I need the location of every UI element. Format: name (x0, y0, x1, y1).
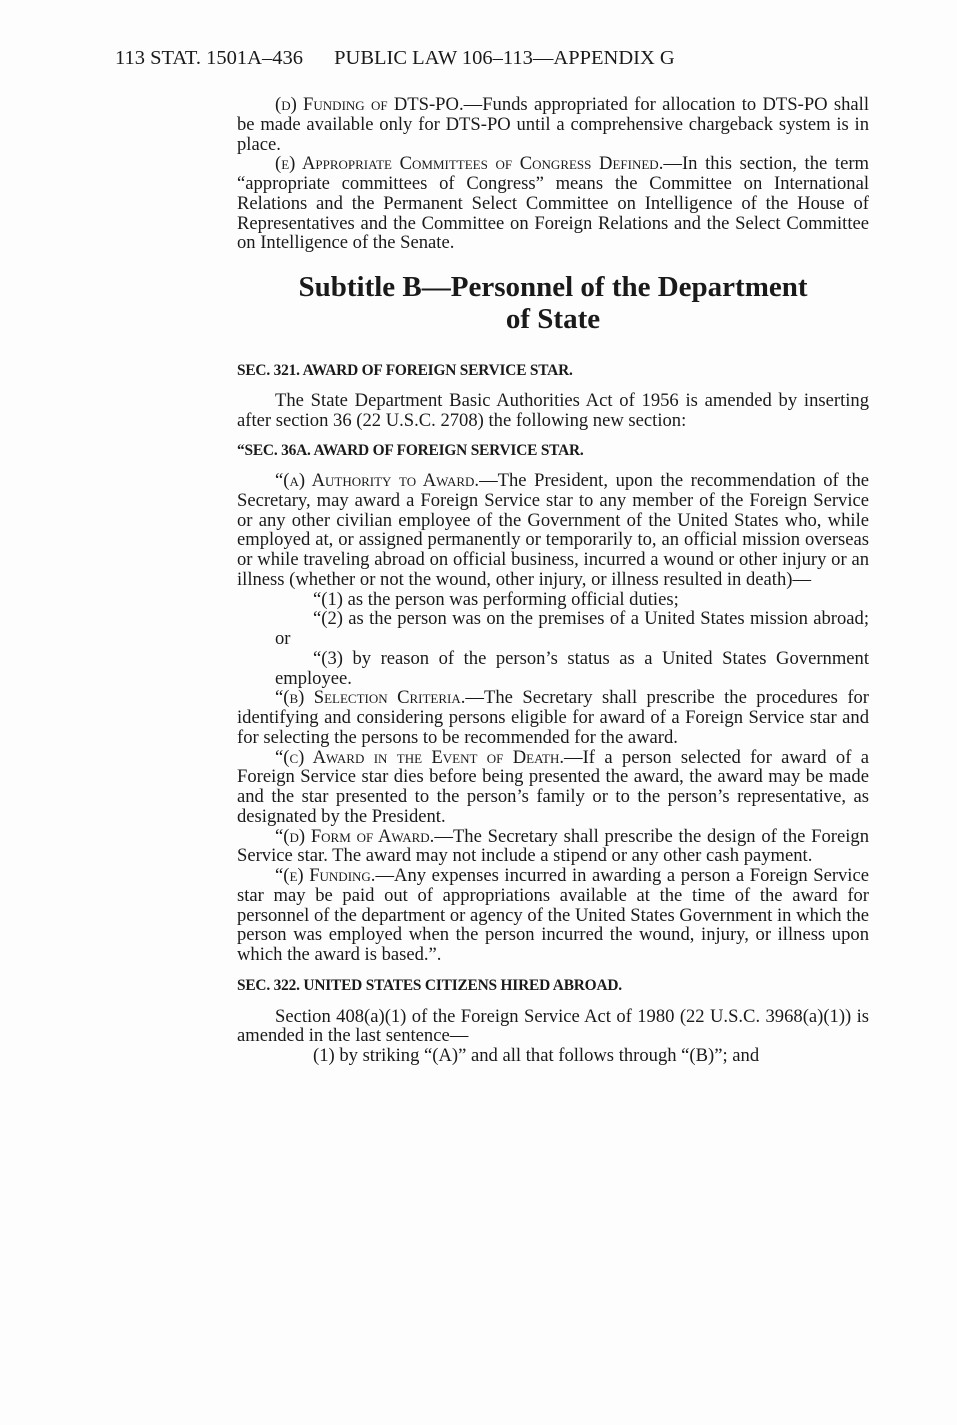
paragraph-text: —The President, upon the recommendation of the Secretary, may award a Foreign Service star to any member of the Foreign Service or any other civilian employee of the Government of the United States who, while employed at, or assigned permanently or temporarily to, an official mission overseas or while traveling abroad on official business, incurred a wound or other injury or an illness (whether or not the wound, other injury, or illness resulted in death)— (237, 470, 870, 590)
subsection-heading: (e) Appropriate Committees of Congress Defined. (275, 153, 664, 175)
paragraph-heading: “(e) Funding. (275, 865, 376, 886)
paragraph-a-authority (237, 471, 869, 590)
subsection-e-definitions (237, 154, 869, 253)
paragraph-e-funding (237, 866, 869, 965)
subsection-text: —Funds appropriated for allocation to DTS-PO shall be made available only for DTS-PO until a comprehensive chargeback system is in place. (237, 94, 869, 155)
law-title: PUBLIC LAW 106–113—APPENDIX G (334, 47, 675, 69)
paragraph-text: —Any expenses incurred in awarding a person a Foreign Service star may be paid out of appropriations available at the time of the award for personnel of the department or agency of the United States Government in which the person was employed when the person incurred the wound, injury, or illness upon which the award is based.”. (237, 865, 869, 965)
subtitle-line-2: of State (505, 303, 601, 335)
section-322-heading: SEC. 322. UNITED STATES CITIZENS HIRED ABROAD. (237, 976, 622, 994)
paragraph-heading: “(c) Award in the Event of Death. (275, 746, 565, 768)
paragraph-text: —The Secretary shall prescribe the design of the Foreign Service star. The award may not include a stipend or any other cash payment. (237, 825, 870, 867)
subtitle-line-1: Subtitle B—Personnel of the Department (298, 271, 808, 303)
section-321-intro: The State Department Basic Authorities Act of 1956 is amended by inserting after section 36 (22 U.S.C. 2708) the following new section: (237, 389, 869, 431)
statute-citation: 113 STAT. 1501A–436 (115, 47, 303, 69)
subsection-heading: (d) Funding of DTS-PO. (275, 94, 464, 115)
section-322-intro: Section 408(a)(1) of the Foreign Service Act of 1980 (22 U.S.C. 3968(a)(1)) is amended in the last sentence— (237, 1005, 869, 1047)
paragraph-heading: “(d) Form of Award. (275, 825, 435, 847)
paragraph-heading: “(a) Authority to Award. (275, 470, 480, 491)
subsection-d-funding (237, 95, 869, 154)
paragraph-c-death (237, 748, 869, 827)
paragraph-d-form (237, 827, 869, 867)
clause-1: “(1) as the person was performing official duties; (313, 588, 679, 610)
section-321-heading: SEC. 321. AWARD OF FOREIGN SERVICE STAR. (237, 362, 573, 379)
section-36a-heading: “SEC. 36A. AWARD OF FOREIGN SERVICE STAR. (237, 442, 584, 460)
clause-2: “(2) as the person was on the premises of a United States mission abroad; or (275, 608, 869, 649)
paragraph-text: —The Secretary shall prescribe the procedures for identifying and considering persons eligible for award of a Foreign Service star and for selecting the persons to be recommended for the award. (237, 687, 869, 748)
page-body (237, 95, 869, 1066)
clause-1: (1) by striking “(A)” and all that follows through “(B)”; and (313, 1045, 760, 1066)
subtitle-heading (237, 271, 869, 335)
paragraph-b-selection (237, 688, 869, 747)
running-header (115, 47, 795, 70)
clause-3: “(3) by reason of the person’s status as a United States Government employee. (275, 647, 869, 689)
paragraph-heading: “(b) Selection Criteria. (275, 687, 466, 709)
paragraph-text: —If a person selected for award of a Foreign Service star dies before being presented the award, the award may be made and the star presented to the person’s family or to the person’s representative, as designated by the President. (237, 746, 869, 827)
subsection-text: —In this section, the term “appropriate committees of Congress” means the Committee on International Relations and the Permanent Select Committee on Intelligence of the House of Representatives and the Committee on Foreign Relations and the Select Committee on Intelligence of the Senate. (237, 153, 869, 254)
